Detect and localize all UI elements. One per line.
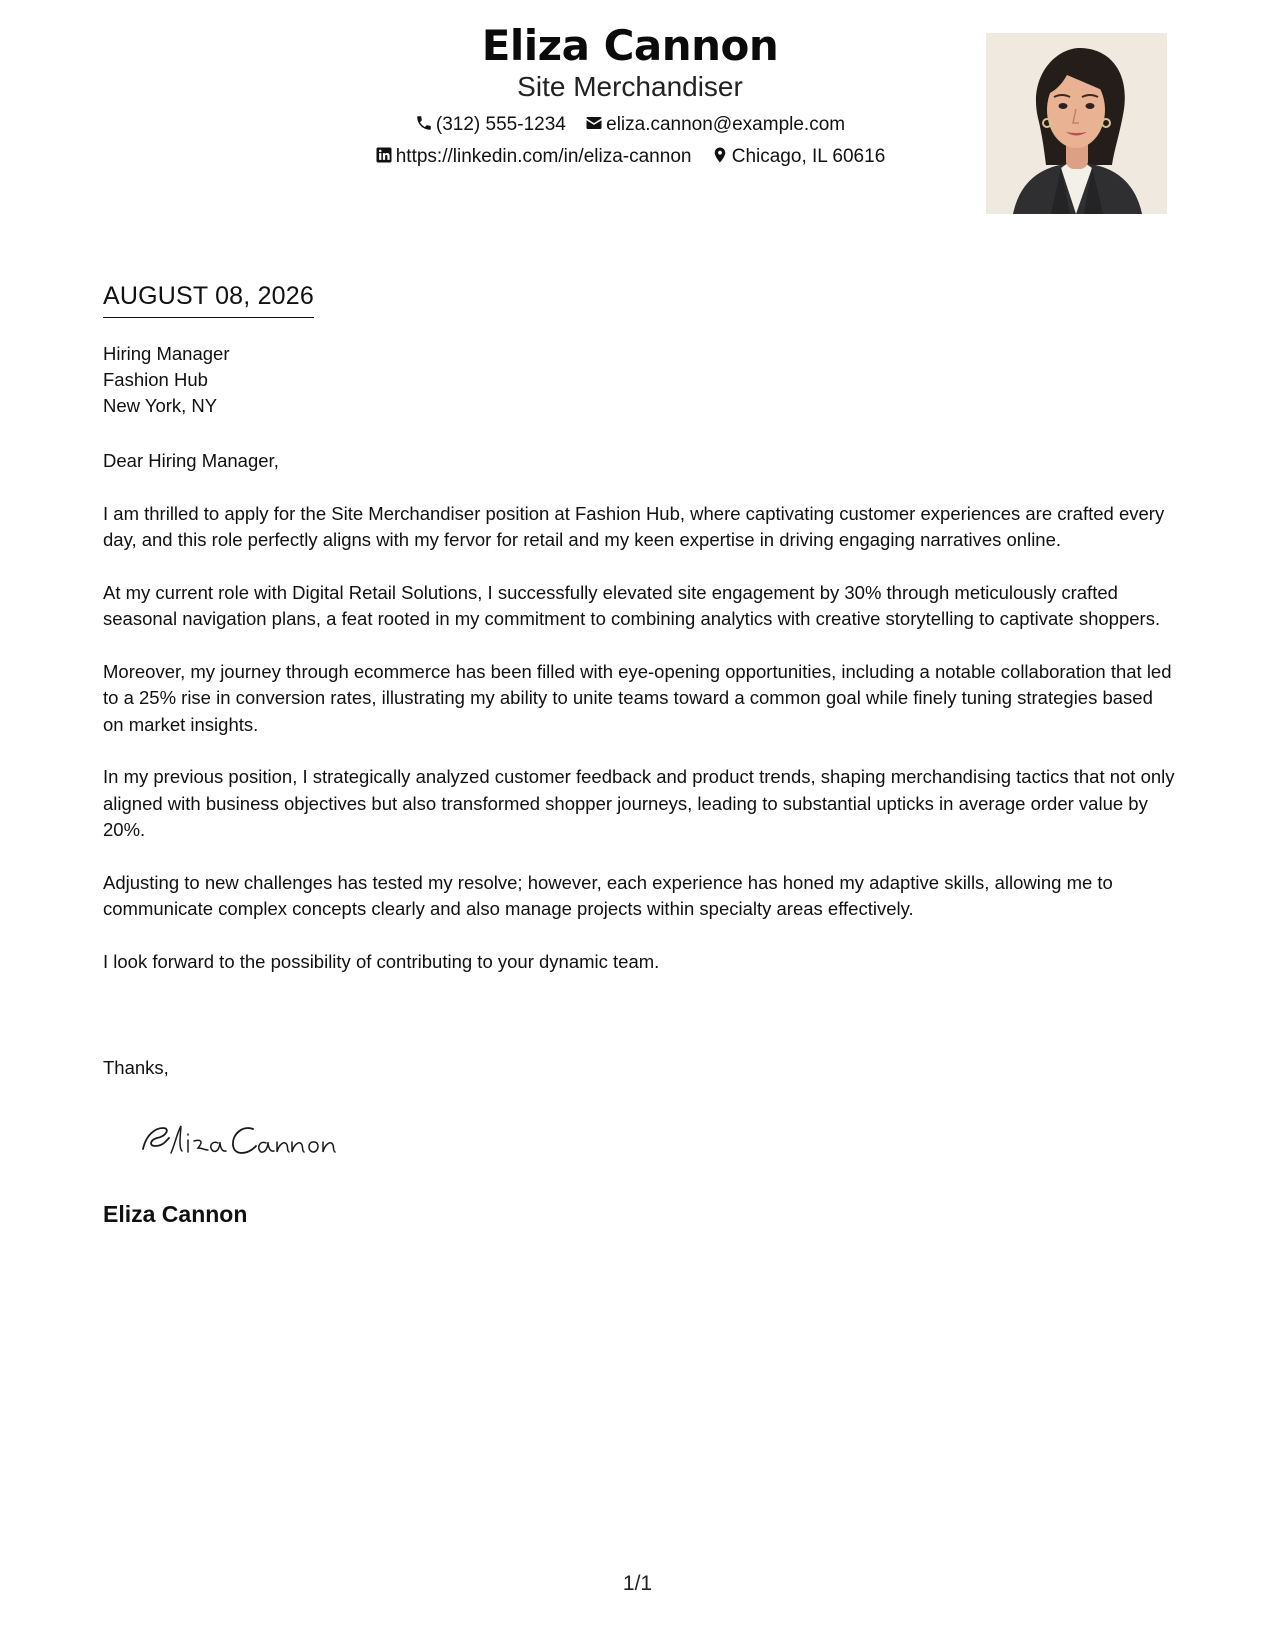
letter-body [103,448,1175,1001]
email-contact[interactable] [585,113,845,137]
job-title: Site Merchandiser [517,71,743,102]
location-text: Chicago, IL 60616 [731,146,886,167]
paragraph-intro: I am thrilled to apply for the Site Merchandiser position at Fashion Hub, where captivating customer experiences are crafted every day, and this role perfectly aligns with my fervor for retail and my keen expertise in driving engaging narratives online. [103,502,1165,550]
paragraph-closing: I look forward to the possibility of contributing to your dynamic team. [103,950,660,972]
signer-name: Eliza Cannon [103,1201,248,1227]
recipient-location: New York, NY [103,395,218,416]
recipient-company: Fashion Hub [103,369,208,390]
paragraph-adaptability: Adjusting to new challenges has tested my resolve; however, each experience has honed my adaptive skills, allowing me to communicate complex concepts clearly and also manage projects within specialty areas effectively. [103,871,1113,919]
resume-header [300,20,960,169]
signature-image [130,1110,350,1170]
paragraph-current-role: At my current role with Digital Retail Solutions, I successfully elevated site engagement by 30% through meticulously crafted seasonal navigation plans, a feat rooted in my commitment to combining analytics with creative storytelling to captivate shoppers. [103,581,1161,629]
linkedin-url: https://linkedin.com/in/eliza-cannon [395,146,692,167]
phone-contact[interactable] [415,113,566,137]
applicant-name: Eliza Cannon [481,21,779,70]
location-contact [711,145,886,169]
linkedin-contact[interactable] [375,145,692,169]
salutation: Dear Hiring Manager, [103,450,279,471]
profile-photo [986,33,1167,214]
letter-date: AUGUST 08, 2026 [103,280,314,318]
paragraph-previous-role: In my previous position, I strategically analyzed customer feedback and product trends, shaping merchandising tactics that not only aligned with business objectives but also transformed shopper journeys, leading to substantial upticks in average order value by 20%. [103,766,1175,840]
envelope-icon [585,114,603,132]
page-number: 1/1 [622,1572,653,1595]
paragraph-ecommerce: Moreover, my journey through ecommerce has been filled with eye-opening opportunities, including a notable collaboration that led to a 25% rise in conversion rates, illustrating my ability to unite teams toward a common goal while finely tuning strategies based on market insights. [103,660,1172,735]
linkedin-icon [375,146,393,164]
profile-photo-image [986,33,1167,214]
email-address: eliza.cannon@example.com [606,114,846,135]
closing: Thanks, [103,1057,169,1078]
phone-icon [415,114,433,132]
contact-row-secondary [300,145,960,169]
map-pin-icon [711,146,729,164]
recipient-block [103,341,229,419]
contact-row-primary [300,113,960,137]
phone-number: (312) 555-1234 [435,114,566,135]
recipient-title: Hiring Manager [103,343,230,364]
